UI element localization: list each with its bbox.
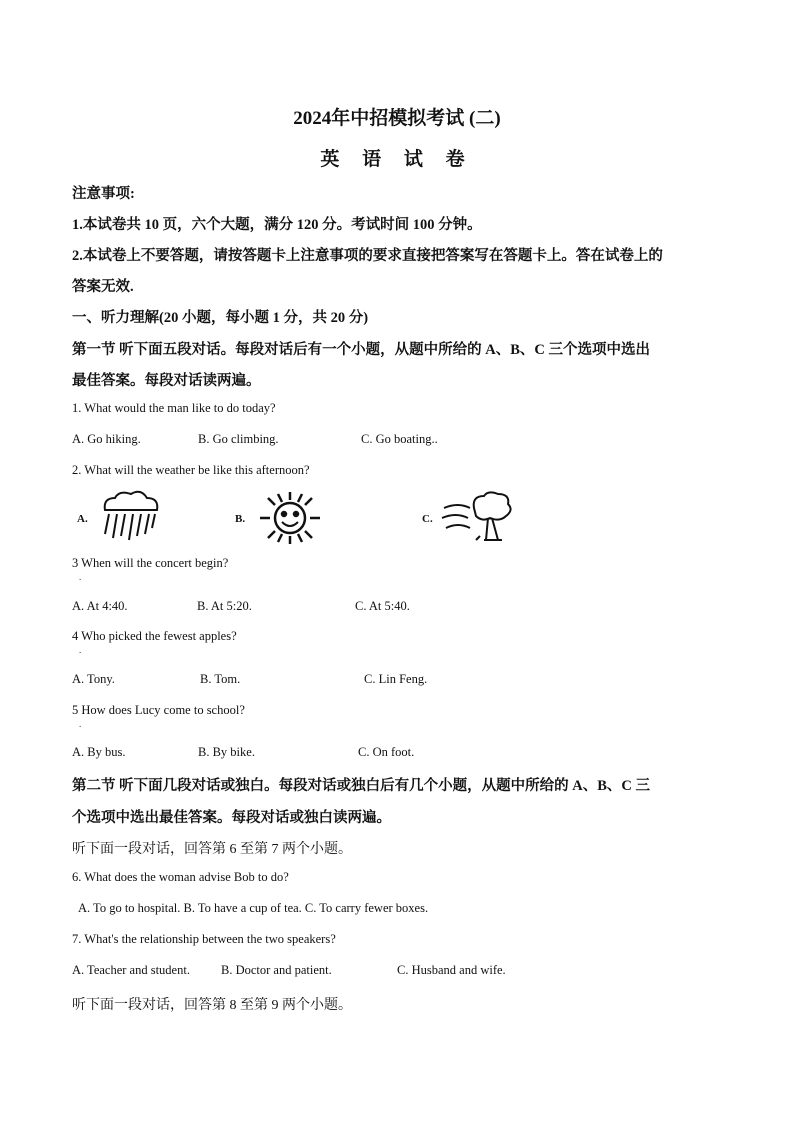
q4-option-b: B. Tom. (200, 672, 241, 686)
q4-option-a: A. Tony. (72, 672, 115, 686)
q3-option-c: C. At 5:40. (355, 599, 410, 613)
exam-title: 2024年中招模拟考试 (二) (293, 108, 501, 129)
question-1: 1. What would the man like to do today? (72, 401, 276, 415)
notice-item-2-line-1: 2.本试卷上不要答题，请按答题卡上注意事项的要求直接把答案写在答题卡上。答在试卷上的 (72, 248, 663, 264)
notice-item-2-line-2: 答案无效. (72, 279, 134, 295)
rain-cloud-icon (97, 490, 167, 545)
question-6: 6. What does the woman advise Bob to do? (72, 870, 289, 884)
q5-mark: . (79, 719, 82, 729)
question-3: 3 When will the concert begin? (72, 556, 229, 570)
section2-instruction-line-1: 第二节 听下面几段对话或独白。每段对话或独白后有几个小题，从题中所给的 A、B、C 三 (72, 778, 650, 794)
notice-heading: 注意事项: (72, 186, 135, 202)
exam-subject: 英 语 试 卷 (320, 149, 474, 170)
q2-option-c-label: C. (422, 513, 433, 525)
q1-option-c: C. Go boating.. (361, 432, 438, 446)
sun-icon (254, 490, 326, 546)
q2-option-a-label: A. (77, 513, 88, 525)
q3-mark: . (79, 572, 82, 582)
q2-option-b-label: B. (235, 513, 246, 525)
q7-option-c: C. Husband and wife. (397, 963, 506, 977)
q7-option-b: B. Doctor and patient. (221, 963, 332, 977)
q3-option-a: A. At 4:40. (72, 599, 128, 613)
q7-option-a: A. Teacher and student. (72, 963, 190, 977)
listen-instruction-6-7: 听下面一段对话，回答第 6 至第 7 两个小题。 (72, 842, 352, 857)
listen-instruction-8-9: 听下面一段对话，回答第 8 至第 9 两个小题。 (72, 998, 352, 1013)
q1-option-b: B. Go climbing. (198, 432, 279, 446)
q4-mark: . (79, 645, 82, 655)
question-5: 5 How does Lucy come to school? (72, 703, 245, 717)
q5-option-a: A. By bus. (72, 745, 126, 759)
q4-option-c: C. Lin Feng. (364, 672, 428, 686)
q1-option-a: A. Go hiking. (72, 432, 141, 446)
notice-item-1: 1.本试卷共 10 页，六个大题，满分 120 分。考试时间 100 分钟。 (72, 217, 482, 233)
question-7: 7. What's the relationship between the two speakers? (72, 932, 336, 946)
wind-tree-icon (440, 490, 515, 545)
question-4: 4 Who picked the fewest apples? (72, 629, 237, 643)
q5-option-b: B. By bike. (198, 745, 255, 759)
section1-instruction-line-2: 最佳答案。每段对话读两遍。 (72, 373, 261, 389)
q6-options: A. To go to hospital. B. To have a cup of tea. C. To carry fewer boxes. (78, 901, 429, 915)
q5-option-c: C. On foot. (358, 745, 415, 759)
question-2: 2. What will the weather be like this afternoon? (72, 463, 310, 477)
section2-instruction-line-2: 个选项中选出最佳答案。每段对话或独白读两遍。 (72, 810, 391, 826)
q3-option-b: B. At 5:20. (197, 599, 252, 613)
part1-heading: 一、听力理解(20 小题，每小题 1 分，共 20 分) (72, 310, 369, 326)
section1-instruction-line-1: 第一节 听下面五段对话。每段对话后有一个小题，从题中所给的 A、B、C 三个选项中选出 (72, 342, 650, 358)
